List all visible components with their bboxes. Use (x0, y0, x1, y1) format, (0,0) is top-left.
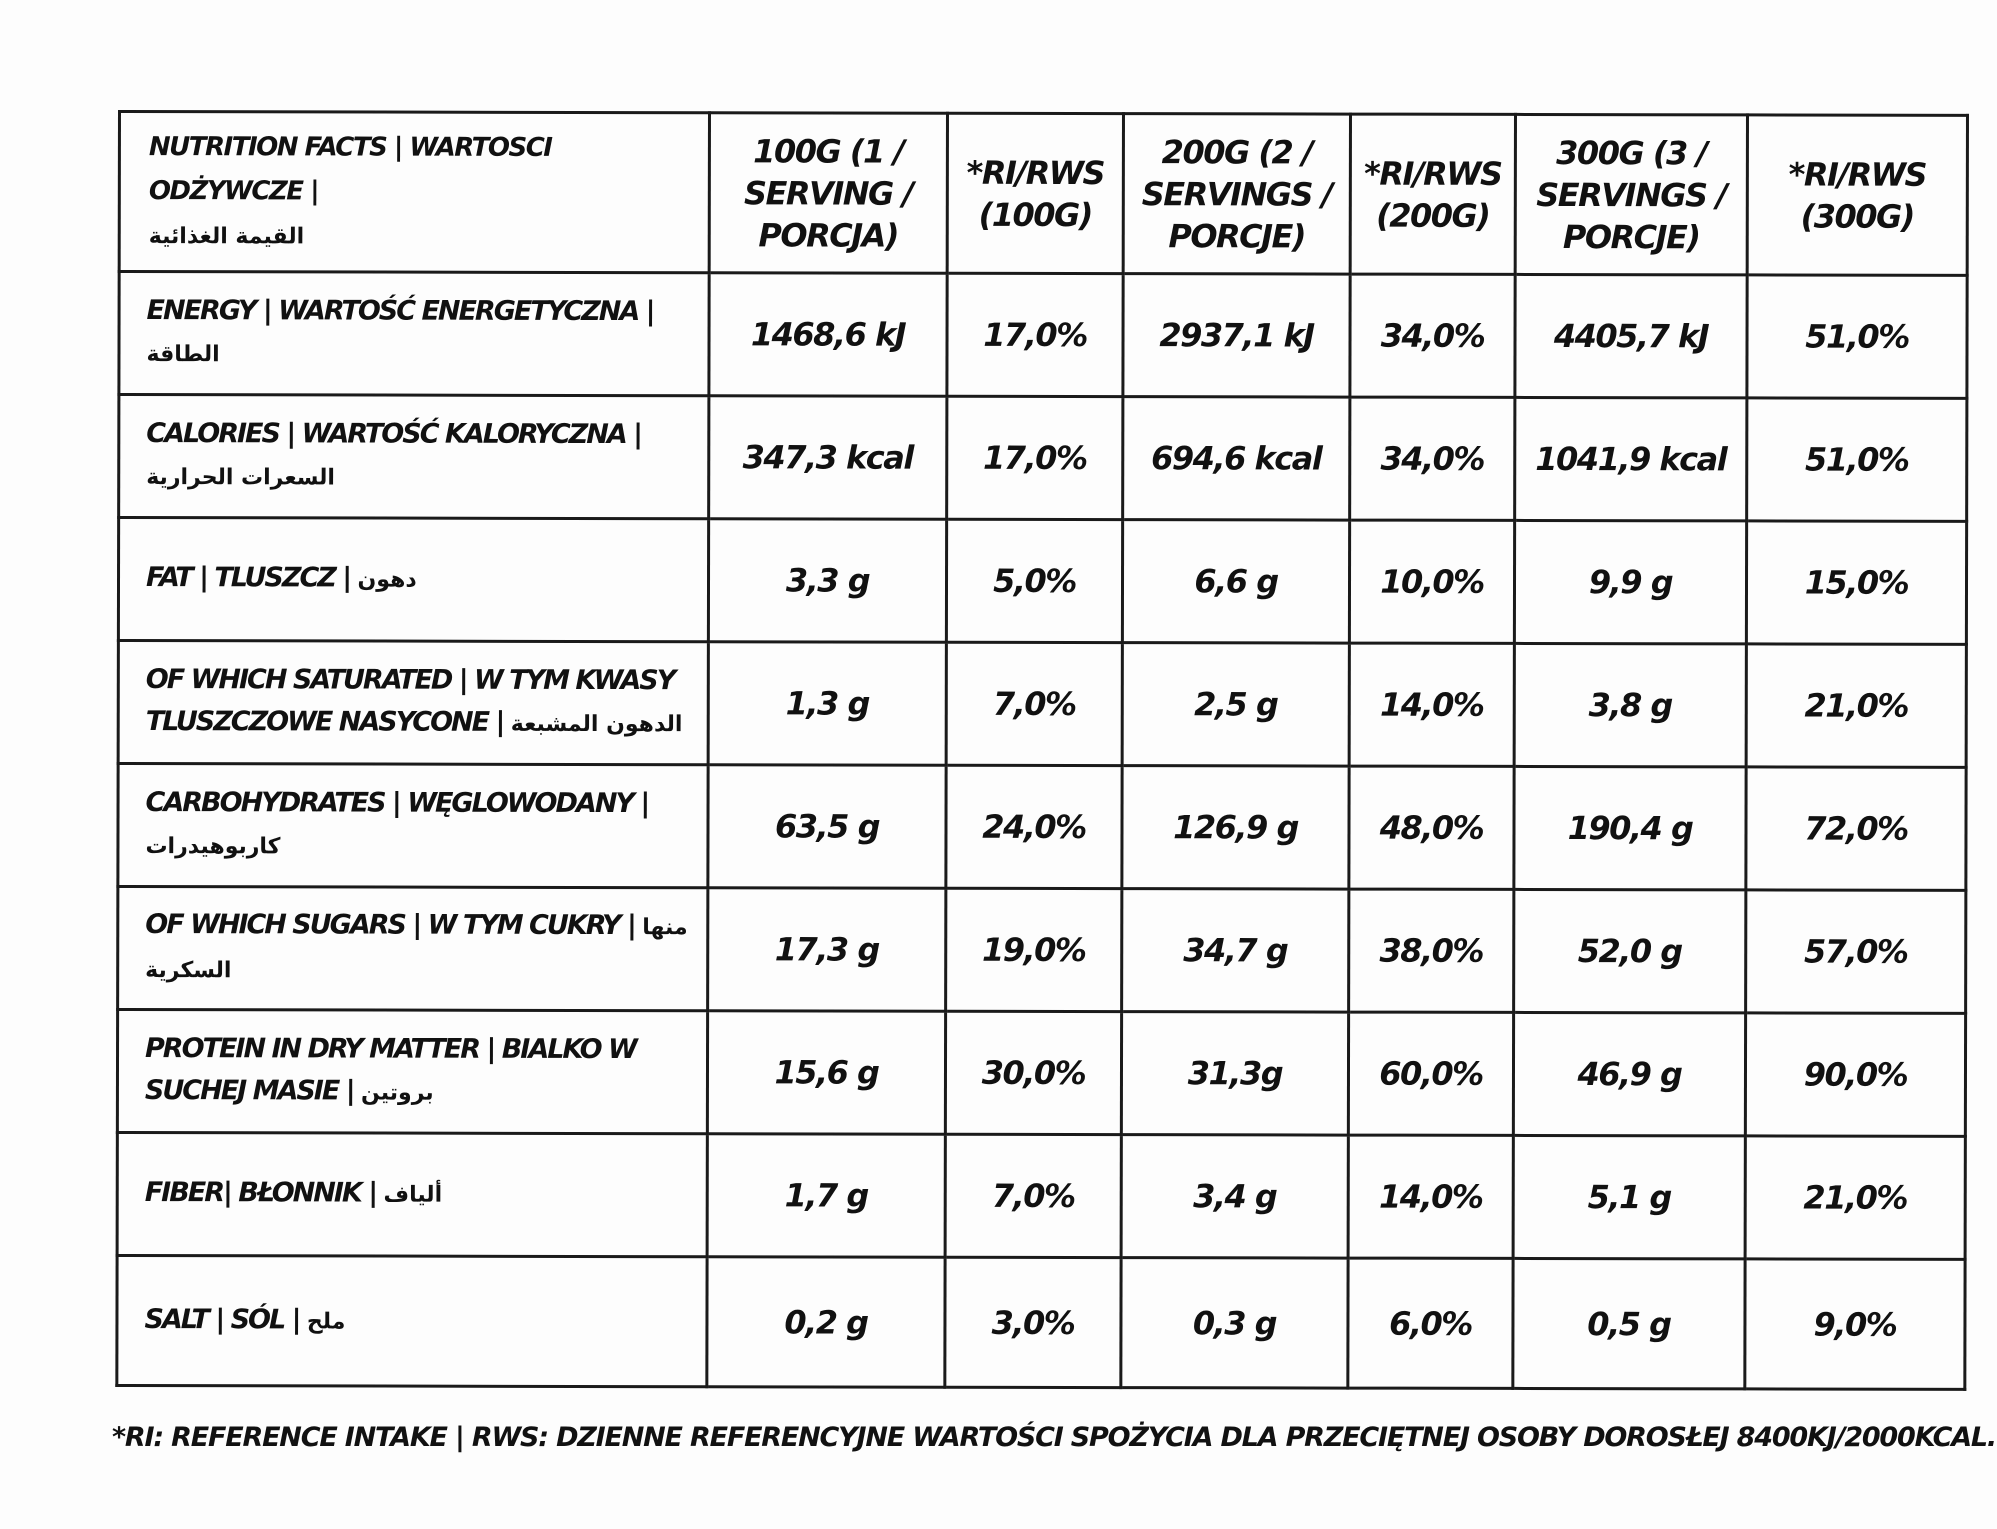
nutrient-label-cell (118, 764, 708, 888)
ri-300g: 21,0% (1746, 644, 1966, 767)
ri-200g: 10,0% (1349, 520, 1514, 643)
ri-100g: 17,0% (947, 396, 1123, 519)
nutrient-label: SALT | SÓL | (144, 1303, 300, 1335)
value-300g: 3,8 g (1514, 643, 1746, 766)
ri-300g: 51,0% (1747, 398, 1967, 521)
ri-200g: 6,0% (1348, 1258, 1513, 1388)
ri-300g: 21,0% (1745, 1136, 1965, 1259)
header-label: NUTRITION FACTS | WARTOSCI ODŻYWCZE | (148, 131, 552, 206)
ri-100g: 3,0% (945, 1257, 1121, 1387)
nutrient-label-cell (118, 887, 708, 1011)
table-row (117, 1133, 1965, 1260)
nutrient-label-cell (118, 641, 708, 765)
value-100g: 1468,6 kJ (709, 273, 947, 396)
value-100g: 17,3 g (708, 888, 946, 1011)
ri-300g: 15,0% (1746, 521, 1966, 644)
ri-100g: 7,0% (945, 1134, 1121, 1257)
nutrient-label-arabic: بروتين (360, 1080, 434, 1106)
ri-100g: 24,0% (946, 765, 1122, 888)
table-row (119, 395, 1967, 522)
header-ri-200g: *RI/RWS (200G) (1350, 114, 1515, 274)
table-row (118, 887, 1966, 1014)
nutrient-label-cell (117, 1256, 707, 1387)
ri-200g: 60,0% (1348, 1012, 1513, 1135)
header-200g: 200G (2 / SERVINGS / PORCJE) (1123, 114, 1350, 274)
nutrient-label: OF WHICH SATURATED | W TYM KWASY TLUSZCZOWE NASYCONE | (145, 664, 675, 738)
ri-200g: 38,0% (1349, 889, 1514, 1012)
value-200g: 0,3 g (1121, 1258, 1348, 1388)
value-100g: 1,3 g (708, 642, 946, 765)
ri-200g: 48,0% (1349, 766, 1514, 889)
ri-300g: 57,0% (1746, 890, 1966, 1013)
nutrient-label: OF WHICH SUGARS | W TYM CUKRY | (145, 909, 635, 942)
nutrient-label-cell (117, 1010, 707, 1134)
nutrient-label: FAT | TLUSZCZ | (145, 562, 351, 594)
value-100g: 3,3 g (708, 519, 946, 642)
header-label-arabic: القيمة الغذائية (148, 223, 305, 249)
table-row (117, 1010, 1965, 1137)
value-300g: 46,9 g (1513, 1012, 1745, 1135)
value-100g: 0,2 g (707, 1257, 945, 1387)
nutrient-label: PROTEIN IN DRY MATTER | BIALKO W SUCHEJ MASIE | (144, 1033, 636, 1107)
ri-300g: 51,0% (1747, 275, 1967, 398)
value-200g: 126,9 g (1122, 766, 1349, 889)
ri-300g: 72,0% (1746, 767, 1966, 890)
ri-200g: 14,0% (1349, 643, 1514, 766)
ri-100g: 30,0% (945, 1011, 1121, 1134)
header-ri-300g: *RI/RWS (300G) (1747, 115, 1967, 275)
value-300g: 5,1 g (1513, 1135, 1745, 1258)
value-200g: 31,3g (1121, 1012, 1348, 1135)
value-200g: 34,7 g (1122, 889, 1349, 1012)
ri-100g: 5,0% (946, 519, 1122, 642)
value-100g: 1,7 g (707, 1134, 945, 1257)
header-300g: 300G (3 / SERVINGS / PORCJE) (1515, 114, 1747, 274)
ri-100g: 7,0% (946, 642, 1122, 765)
nutrient-label-cell (117, 1133, 707, 1257)
value-100g: 15,6 g (707, 1011, 945, 1134)
nutrient-label: FIBER| BŁONNIK | (144, 1177, 377, 1209)
ri-200g: 14,0% (1348, 1135, 1513, 1258)
value-300g: 4405,7 kJ (1515, 274, 1747, 397)
value-200g: 694,6 kcal (1123, 397, 1350, 520)
value-200g: 2,5 g (1122, 643, 1349, 766)
nutrition-rows (117, 272, 1967, 1390)
nutrient-label-arabic: ألياف (383, 1182, 443, 1208)
nutrient-label-arabic: الدهون المشبعة (510, 711, 683, 738)
ri-200g: 34,0% (1350, 397, 1515, 520)
ri-100g: 17,0% (947, 273, 1123, 396)
value-100g: 63,5 g (708, 765, 946, 888)
header-row (119, 112, 1967, 276)
value-300g: 190,4 g (1514, 766, 1746, 889)
table-row (118, 641, 1966, 768)
nutrient-label: CALORIES | WARTOŚĆ KALORYCZNA | (146, 418, 642, 451)
value-200g: 6,6 g (1122, 520, 1349, 643)
ri-100g: 19,0% (946, 888, 1122, 1011)
nutrient-label-arabic: منها السكرية (145, 915, 688, 984)
nutrient-label-arabic: دهون (357, 567, 417, 593)
table-row (119, 272, 1967, 399)
value-100g: 347,3 kcal (709, 396, 947, 519)
ri-300g: 9,0% (1745, 1259, 1965, 1389)
footnote: *RI: REFERENCE INTAKE | RWS: DZIENNE REFERENCYJNE WARTOŚCI SPOŻYCIA DLA PRZECIĘTNEJ OSOBY DOROSŁEJ 8400KJ/2000KCAL. (112, 1422, 1996, 1453)
nutrient-label-arabic: السعرات الحرارية (146, 465, 336, 491)
value-300g: 1041,9 kcal (1515, 397, 1747, 520)
nutrient-label-cell (119, 272, 709, 396)
value-200g: 2937,1 kJ (1123, 274, 1350, 397)
header-100g: 100G (1 / SERVING / PORCJA) (709, 113, 947, 273)
nutrient-label-cell (118, 518, 708, 642)
value-200g: 3,4 g (1121, 1135, 1348, 1258)
nutrient-label-arabic: ملح (306, 1308, 346, 1334)
nutrient-label: CARBOHYDRATES | WĘGLOWODANY | (145, 787, 649, 820)
value-300g: 0,5 g (1513, 1258, 1745, 1388)
table-row (118, 518, 1966, 645)
ri-300g: 90,0% (1745, 1013, 1965, 1136)
value-300g: 52,0 g (1514, 889, 1746, 1012)
nutrient-label-arabic: الطاقة (146, 342, 220, 368)
header-ri-100g: *RI/RWS (100G) (947, 113, 1123, 273)
nutrient-label: ENERGY | WARTOŚĆ ENERGETYCZNA | (146, 295, 654, 328)
table-row (118, 764, 1966, 891)
table-row (117, 1256, 1965, 1390)
header-label-cell (119, 112, 709, 273)
nutrient-label-cell (119, 395, 709, 519)
nutrition-table (115, 110, 1969, 1391)
nutrient-label-arabic: كاربوهيدرات (145, 834, 281, 860)
value-300g: 9,9 g (1514, 520, 1746, 643)
ri-200g: 34,0% (1350, 274, 1515, 397)
